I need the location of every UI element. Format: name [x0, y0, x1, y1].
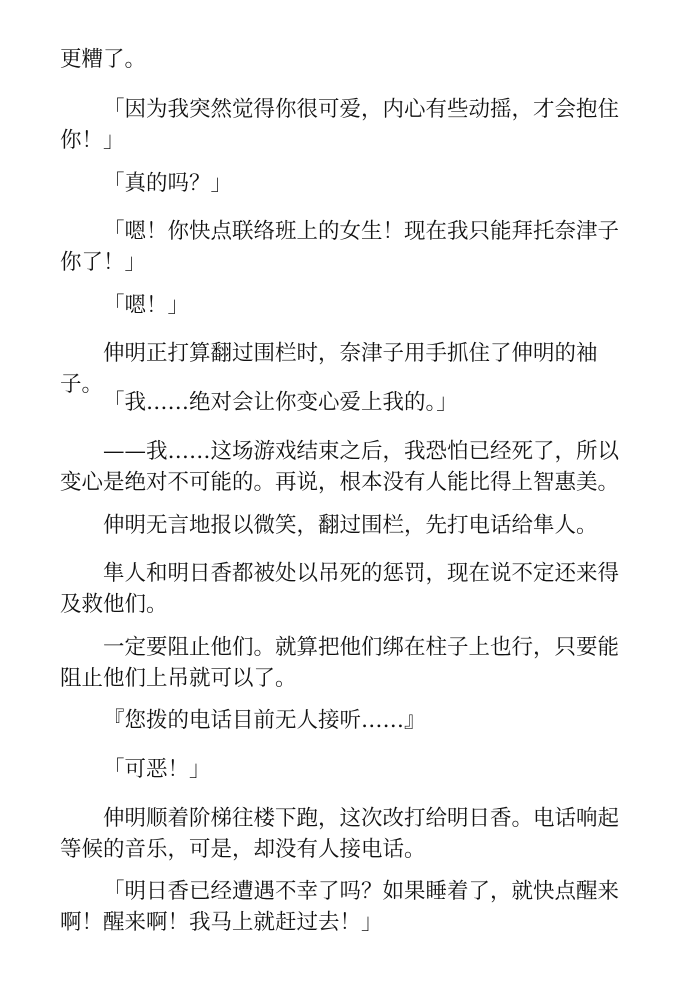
paragraph-10: 隼人和明日香都被处以吊死的惩罚，现在说不定还来得及救他们。	[60, 561, 620, 617]
paragraph-5: 「嗯！」	[103, 293, 190, 318]
paragraph-14: 伸明顺着阶梯往楼下跑，这次改打给明日香。电话响起等候的音乐，可是，却没有人接电话。	[60, 806, 620, 862]
paragraph-1: 更糟了。	[60, 47, 147, 72]
paragraph-8: ——我……这场游戏结束之后，我恐怕已经死了，所以变心是绝对不可能的。再说，根本没有人能比得上智惠美。	[60, 439, 620, 495]
paragraph-13: 「可恶！」	[103, 757, 211, 782]
paragraph-15: 「明日香已经遭遇不幸了吗？如果睡着了，就快点醒来啊！醒来啊！我马上就赶过去！」	[60, 879, 620, 935]
paragraph-6: 伸明正打算翻过围栏时，奈津子用手抓住了伸明的袖子。	[60, 341, 598, 397]
paragraph-11: 一定要阻止他们。就算把他们绑在柱子上也行，只要能阻止他们上吊就可以了。	[60, 635, 620, 691]
paragraph-4: 「嗯！你快点联络班上的女生！现在我只能拜托奈津子你了！」	[60, 219, 620, 275]
paragraph-12: 『您拨的电话目前无人接听……』	[103, 708, 426, 733]
paragraph-9: 伸明无言地报以微笑，翻过围栏，先打电话给隼人。	[103, 513, 598, 538]
paragraph-3: 「真的吗？」	[103, 171, 233, 196]
paragraph-2: 「因为我突然觉得你很可爱，内心有些动摇，才会抱住你！」	[60, 97, 620, 153]
paragraph-7: 「我……绝对会让你变心爱上我的。」	[103, 390, 458, 415]
